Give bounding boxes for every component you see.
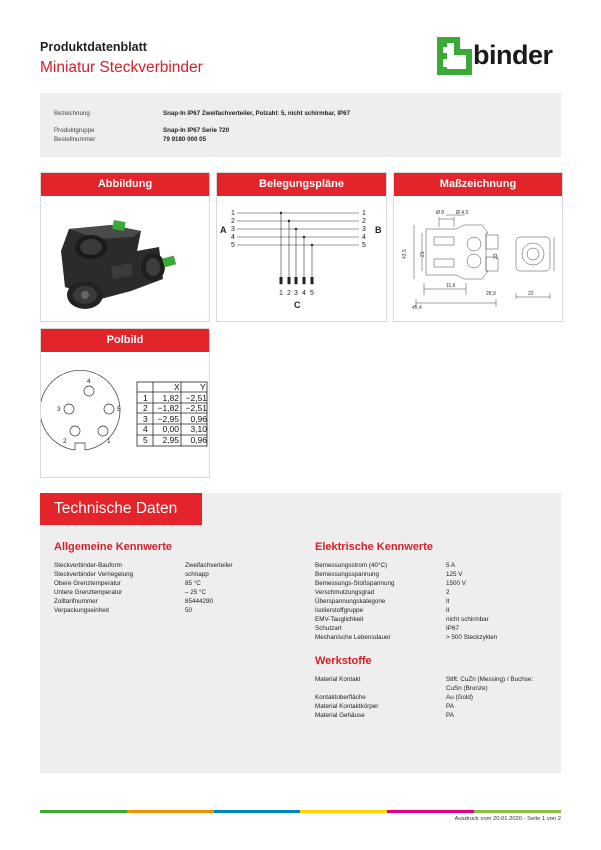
right-pin: 4: [362, 234, 366, 241]
spec-key: Obere Grenztemperatur: [54, 580, 121, 587]
dim-label: Ø 4,5: [456, 210, 469, 216]
right-pin: 1: [362, 210, 366, 217]
bottom-pin: 5: [310, 290, 314, 297]
card-abbildung: [40, 172, 210, 322]
spec-row: [315, 561, 555, 570]
left-pin: 4: [231, 234, 235, 241]
spec-key: Material Kontakt: [315, 676, 361, 683]
dim-label: 43,5: [402, 249, 408, 259]
spec-value: PA: [446, 703, 454, 710]
table-cell: 1,82: [162, 393, 179, 403]
dim-label: 45,4: [412, 305, 422, 311]
section-allgemeine-kennwerte: Allgemeine Kennwerte: [54, 541, 172, 553]
bottom-pin: 1: [279, 290, 283, 297]
info-value: 79 9180 000 05: [163, 136, 207, 143]
card-header-polbild: Polbild: [41, 329, 209, 352]
spec-row: [315, 702, 555, 711]
spec-row: [315, 711, 555, 720]
spec-value: II: [446, 598, 450, 605]
table-header-y: Y: [200, 382, 206, 392]
spec-key: Zolltarifnummer: [54, 598, 98, 605]
spec-row: [315, 615, 555, 624]
spec-key: Schutzart: [315, 625, 342, 632]
card-header-belegungsplaene: Belegungspläne: [217, 173, 386, 196]
bottom-pin: 4: [302, 290, 306, 297]
spec-key: Untere Grenztemperatur: [54, 589, 123, 596]
right-pin: 5: [362, 242, 366, 249]
spec-value: IP67: [446, 625, 459, 632]
print-date: Ausdruck vom 20.01.2020 - Seite 1 von 2: [454, 816, 561, 822]
document-type: Produktdatenblatt: [40, 40, 147, 54]
label-b: B: [375, 225, 382, 235]
electrical-specs-list: [315, 561, 555, 642]
dim-label: 23: [493, 253, 499, 259]
footer-bar-segment: [40, 810, 127, 813]
spec-key: Bemessungsstrom (40°C): [315, 562, 388, 569]
spec-key: Verschmutzungsgrad: [315, 589, 375, 596]
card-header-masszeichnung: Maßzeichnung: [394, 173, 562, 196]
section-werkstoffe: Werkstoffe: [315, 655, 372, 667]
spec-row: [54, 561, 294, 570]
bottom-pin: 2: [287, 290, 291, 297]
logo-wordmark: binder: [473, 40, 553, 70]
spec-key: Material Kontaktkörper: [315, 703, 379, 710]
footer-bar-segment: [300, 810, 387, 813]
spec-value: 85 °C: [185, 580, 201, 587]
spec-key: Bemessungsspannung: [315, 571, 380, 578]
product-photo: [41, 199, 209, 319]
spec-key: Verpackungseinheit: [54, 607, 109, 614]
left-pin: 5: [231, 242, 235, 249]
left-pin: 2: [231, 218, 235, 225]
spec-key: Isolierstoffgruppe: [315, 607, 364, 614]
spec-row: [315, 597, 555, 606]
spec-row: [315, 570, 555, 579]
spec-key: EMV-Tauglichkeit: [315, 616, 364, 623]
spec-row: [54, 597, 294, 606]
dim-label: Ø 8: [436, 210, 445, 216]
card-polbild: [40, 328, 210, 478]
pole-number: 2: [63, 438, 67, 445]
right-pin: 2: [362, 218, 366, 225]
spec-key: Überspannungskategorie: [315, 598, 386, 605]
footer-color-bar: [40, 810, 561, 813]
left-pin: 1: [231, 210, 235, 217]
product-category: Miniatur Steckverbinder: [40, 59, 203, 76]
info-value: Snap-In IP67 Zweifachverteiler, Polzahl: 5, nicht schirmbar, IP67: [163, 110, 351, 117]
dim-label: 21: [420, 251, 426, 257]
wiring-diagram: [217, 199, 386, 319]
pole-number: 5: [117, 406, 121, 413]
bottom-pin: 3: [294, 290, 298, 297]
dim-label: 28,9: [486, 291, 496, 297]
left-pin: 3: [231, 226, 235, 233]
spec-row: [315, 633, 555, 642]
binder-logo-mark-icon: [437, 37, 473, 75]
pole-number: 1: [107, 438, 111, 445]
pole-number: 4: [87, 378, 91, 385]
table-cell: 2: [143, 403, 148, 413]
spec-value: II: [446, 607, 450, 614]
card-header-abbildung: Abbildung: [41, 173, 209, 196]
spec-row: [54, 588, 294, 597]
spec-value: Zweifachverteiler: [185, 562, 233, 569]
table-cell: 3: [143, 414, 148, 424]
spec-value: 85444290: [185, 598, 214, 605]
table-cell: 2,95: [162, 435, 179, 445]
dimension-drawing: [394, 199, 562, 319]
binder-logo: [437, 37, 555, 75]
pin-layout: [41, 355, 209, 475]
table-cell: 0,96: [190, 435, 207, 445]
card-masszeichnung: [393, 172, 563, 322]
table-cell: 3,10: [190, 424, 207, 434]
table-cell: −1,82: [157, 403, 179, 413]
spec-value: CuSn (Bronze): [446, 685, 488, 692]
product-info: [40, 93, 561, 157]
spec-key: Kontaktoberfläche: [315, 694, 366, 701]
spec-value: schnapp: [185, 571, 209, 578]
spec-row: [315, 684, 555, 693]
footer-bar-segment: [127, 810, 214, 813]
table-cell: 5: [143, 435, 148, 445]
spec-row: [315, 675, 555, 684]
card-belegungsplaene: [216, 172, 387, 322]
spec-row: [54, 570, 294, 579]
info-value: Snap-In IP67 Serie 720: [163, 127, 230, 134]
spec-key: Steckverbinder-Bauform: [54, 562, 122, 569]
spec-row: [315, 588, 555, 597]
dim-label: 11,6: [446, 283, 456, 289]
spec-row: [315, 579, 555, 588]
table-cell: 1: [143, 393, 148, 403]
spec-row: [54, 579, 294, 588]
spec-value: 5 A: [446, 562, 456, 569]
spec-value: 125 V: [446, 571, 463, 578]
table-cell: −2,51: [185, 393, 207, 403]
spec-value: 1500 V: [446, 580, 466, 587]
spec-key: Mechanische Lebensdauer: [315, 634, 391, 641]
spec-value: > 500 Steckzyklen: [446, 634, 498, 641]
spec-value: 2: [446, 589, 450, 596]
spec-key: Bemessungs-Stoßspannung: [315, 580, 395, 587]
label-c: C: [294, 300, 301, 310]
spec-row: [54, 606, 294, 615]
spec-value: – 25 °C: [185, 589, 207, 596]
info-label: Bestellnummer: [54, 136, 96, 143]
table-cell: 0,96: [190, 414, 207, 424]
spec-value: Stift: CuZn (Messing) / Buchse:: [446, 676, 534, 683]
pole-number: 3: [57, 406, 61, 413]
right-pin: 3: [362, 226, 366, 233]
spec-key: Steckverbinder Verriegelung: [54, 571, 134, 578]
footer-bar-segment: [214, 810, 301, 813]
info-label: Produktgruppe: [54, 127, 95, 134]
spec-value: PA: [446, 712, 454, 719]
general-specs-list: [54, 561, 294, 615]
table-cell: −2,51: [185, 403, 207, 413]
section-elektrische-kennwerte: Elektrische Kennwerte: [315, 541, 433, 553]
technical-data-title: Technische Daten: [40, 493, 202, 525]
dim-label: 22: [528, 291, 534, 297]
table-header-x: X: [174, 382, 180, 392]
technical-data: [40, 493, 561, 773]
spec-value: nicht schirmbar: [446, 616, 489, 623]
info-label: Bezeichnung: [54, 110, 90, 117]
footer-bar-segment: [474, 810, 561, 813]
spec-value: 50: [185, 607, 193, 614]
materials-list: [315, 675, 555, 720]
spec-row: [315, 606, 555, 615]
table-cell: 0,00: [162, 424, 179, 434]
footer-bar-segment: [387, 810, 474, 813]
spec-key: Material Gehäuse: [315, 712, 365, 719]
spec-value: Au (Gold): [446, 694, 473, 701]
label-a: A: [220, 225, 227, 235]
spec-row: [315, 693, 555, 702]
spec-row: [315, 624, 555, 633]
table-cell: −2,95: [157, 414, 179, 424]
table-cell: 4: [143, 424, 148, 434]
